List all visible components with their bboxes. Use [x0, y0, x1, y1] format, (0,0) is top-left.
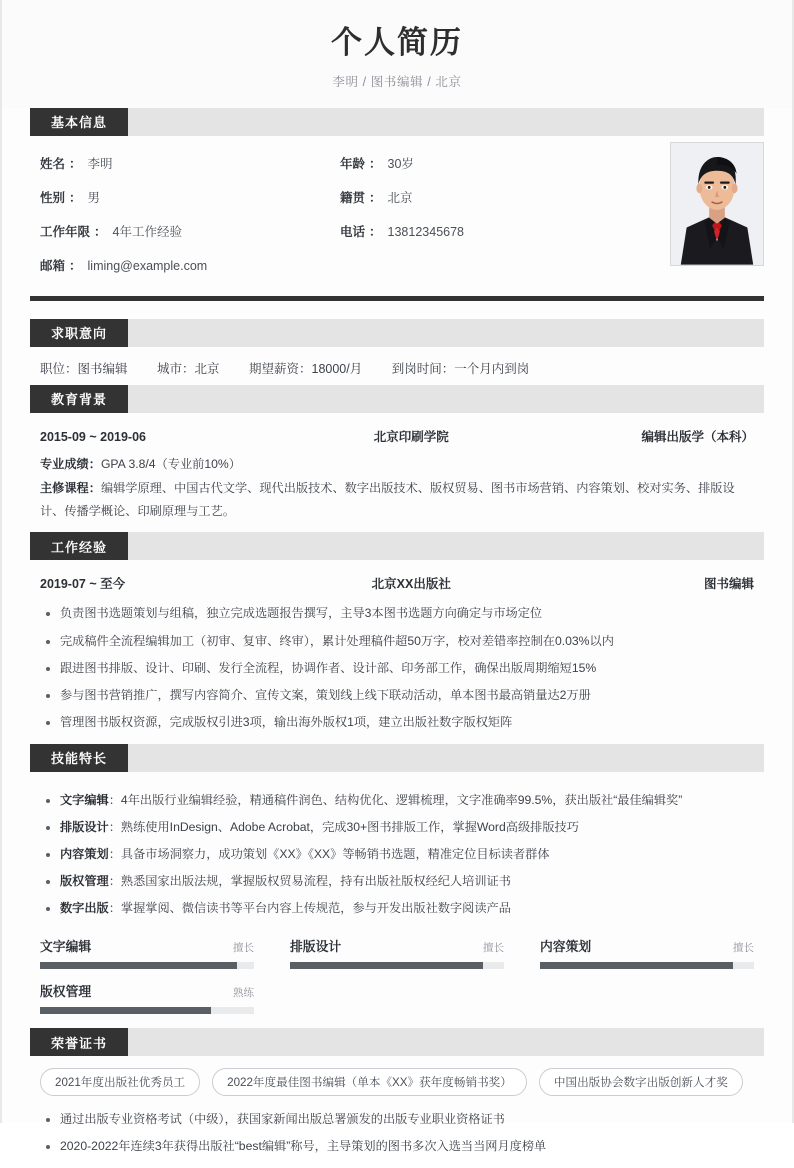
page-subtitle: 李明 / 图书编辑 / 北京	[332, 74, 462, 89]
status-badge: 2021年度出版社优秀员工	[40, 1068, 200, 1096]
skill-bar-fill	[290, 962, 483, 969]
skill-bar-level: 擅长	[233, 942, 254, 955]
field-hometown-value: 北京	[387, 190, 413, 205]
section-header-honors	[30, 1028, 764, 1056]
skill-bar-level: 擅长	[483, 942, 504, 955]
list-item	[40, 868, 754, 895]
skills-detail-list	[40, 787, 754, 922]
list-item: 2020-2022年连续3年获得出版社“best编辑”称号，主导策划的图书多次入选当当网月度榜单	[40, 1133, 754, 1160]
education-entry-head	[40, 427, 754, 445]
skill-bar-header	[40, 936, 254, 955]
education-courses-value: 编辑学原理、中国古代文学、现代出版技术、数字出版技术、版权贸易、图书市场营销、内容策划、校对实务、排版设计、传播学概论、印刷原理与工艺。	[40, 481, 735, 518]
colon: ：	[69, 190, 82, 205]
section-header-work	[30, 532, 764, 560]
skill-detail-name: 文字编辑	[60, 792, 109, 807]
skill-bar-fill	[540, 962, 733, 969]
field-name	[40, 154, 340, 172]
job-intent-block	[30, 347, 764, 385]
skill-bar-item	[40, 936, 254, 969]
resume-header	[2, 0, 792, 108]
colon: ：	[369, 190, 382, 205]
list-item: 参与图书营销推广，撰写内容简介、宣传文案，策划线上线下联动活动，单本图书最高销量达2万册	[40, 682, 754, 709]
colon: ：	[69, 156, 82, 171]
field-age-label: 年龄	[340, 156, 366, 171]
skill-detail-name: 数字出版	[60, 901, 109, 916]
field-age	[340, 154, 650, 172]
section-tab-intent-label: 求职意向	[30, 319, 128, 347]
field-name-label: 姓名	[40, 156, 66, 171]
job-intent-salary: 期望薪资：18000/月	[249, 361, 363, 376]
list-item: 管理图书版权资源，完成版权引进3项，输出海外版权1项，建立出版社数字版权矩阵	[40, 709, 754, 736]
section-tab-skills-label: 技能特长	[30, 744, 128, 772]
field-phone	[340, 222, 650, 240]
field-experience	[40, 222, 340, 240]
colon: ：	[369, 224, 382, 239]
field-gender-label: 性别	[40, 190, 66, 205]
list-item	[40, 895, 754, 922]
skill-detail-name: 内容策划	[60, 846, 109, 861]
skill-detail-desc: ：4年出版行业编辑经验，精通稿件润色、结构优化、逻辑梳理，文字准确率99.5%，获出版社“最佳编辑奖”	[108, 792, 683, 807]
education-school: 北京印刷学院	[373, 429, 449, 444]
avatar	[670, 142, 764, 266]
education-gpa-value: GPA 3.8/4（专业前10%）	[100, 456, 241, 471]
field-gender	[40, 188, 340, 206]
skill-bar-track	[290, 962, 504, 969]
section-tab-basic-label: 基本信息	[30, 108, 128, 136]
skill-bar-item	[540, 936, 754, 969]
job-intent-position: 职位：图书编辑	[40, 361, 128, 376]
skill-bar-name: 内容策划	[540, 939, 592, 955]
honors-list	[40, 1106, 754, 1160]
skill-bar-header	[40, 981, 254, 1000]
skill-bar-track	[40, 962, 254, 969]
field-email	[40, 256, 650, 274]
field-email-label: 邮箱	[40, 258, 66, 273]
skill-bar-fill	[40, 962, 237, 969]
section-tab-honors-label: 荣誉证书	[30, 1028, 128, 1056]
skill-bar-item	[290, 936, 504, 969]
field-phone-label: 电话	[340, 224, 366, 239]
field-hometown-label: 籍贯	[340, 190, 366, 205]
work-company: 北京XX出版社	[371, 577, 451, 592]
work-entry-head	[40, 574, 754, 592]
list-item: 完成稿件全流程编辑加工（初审、复审、终审），累计处理稿件超50万字，校对差错率控制在0.03%以内	[40, 628, 754, 655]
skill-detail-desc: ：熟悉国家出版法规，掌握版权贸易流程，持有出版社版权经纪人培训证书	[108, 874, 511, 889]
list-item	[40, 814, 754, 841]
colon: ：	[69, 258, 82, 273]
field-age-value: 30岁	[387, 156, 414, 171]
field-hometown	[340, 188, 650, 206]
skill-bar-level: 熟练	[233, 987, 254, 1000]
job-intent-row	[40, 359, 754, 377]
job-intent-city: 城市：北京	[157, 361, 220, 376]
list-item: 通过出版专业资格考试（中级），获国家新闻出版总署颁发的出版专业职业资格证书	[40, 1106, 754, 1133]
field-gender-value: 男	[87, 190, 101, 205]
skill-bars-grid	[30, 936, 764, 1014]
colon: ：	[94, 224, 107, 239]
skill-bar-header	[540, 936, 754, 955]
basic-info-block	[30, 136, 764, 288]
education-gpa-label: 专业成绩	[40, 456, 89, 471]
page-title: 个人简历	[331, 25, 463, 60]
skill-bar-name: 排版设计	[290, 939, 342, 955]
list-item: 负责图书选题策划与组稿，独立完成选题报告撰写，主导3本图书选题方向确定与市场定位	[40, 600, 754, 627]
skills-detail-block	[30, 772, 764, 926]
work-duty-list	[40, 600, 754, 735]
skill-bar-track	[540, 962, 754, 969]
basic-info-grid	[40, 154, 650, 274]
work-role: 图书编辑	[703, 577, 754, 592]
education-courses-line: 主修课程：编辑学原理、中国古代文学、现代出版技术、数字出版技术、版权贸易、图书市场营销、内容策划、校对实务、排版设计、传播学概论、印刷原理与工艺。	[40, 481, 735, 518]
field-experience-value: 4年工作经验	[112, 224, 182, 239]
education-gpa-line: 专业成绩：GPA 3.8/4（专业前10%）	[40, 456, 241, 471]
education-courses-label: 主修课程	[40, 481, 89, 496]
field-phone-value: 13812345678	[387, 224, 465, 239]
skill-detail-desc: ：掌握掌阅、微信读书等平台内容上传规范，参与开发出版社数字阅读产品	[108, 901, 511, 916]
work-block	[30, 560, 764, 743]
honor-tags	[30, 1056, 764, 1102]
skill-bar-name: 文字编辑	[40, 939, 92, 955]
education-major: 编辑出版学（本科）	[641, 429, 754, 444]
list-item	[40, 841, 754, 868]
section-divider	[30, 296, 764, 301]
colon: ：	[369, 156, 382, 171]
field-name-value: 李明	[87, 156, 113, 171]
education-block	[30, 413, 764, 533]
field-experience-label: 工作年限	[40, 224, 91, 239]
skill-bar-track	[40, 1007, 254, 1014]
field-email-value: liming@example.com	[87, 258, 208, 273]
section-header-intent	[30, 319, 764, 347]
work-period: 2019-07 ~ 至今	[40, 577, 126, 592]
list-item	[40, 787, 754, 814]
section-header-education	[30, 385, 764, 413]
education-period: 2015-09 ~ 2019-06	[40, 429, 146, 444]
skill-bar-name: 版权管理	[40, 984, 92, 1000]
section-header-basic	[30, 108, 764, 136]
status-badge: 中国出版协会数字出版创新人才奖	[539, 1068, 743, 1096]
skill-bar-level: 擅长	[733, 942, 754, 955]
skill-bar-item	[40, 981, 254, 1014]
list-item: 跟进图书排版、设计、印刷、发行全流程，协调作者、设计部、印务部工作，确保出版周期缩短15%	[40, 655, 754, 682]
skill-detail-desc: ：熟练使用InDesign、Adobe Acrobat，完成30+图书排版工作，掌握Word高级排版技巧	[108, 819, 579, 834]
skill-detail-name: 排版设计	[60, 819, 109, 834]
portrait-photo-icon	[671, 143, 763, 265]
section-tab-work-label: 工作经验	[30, 532, 128, 560]
skill-bar-fill	[40, 1007, 211, 1014]
skill-detail-name: 版权管理	[60, 874, 109, 889]
section-tab-education-label: 教育背景	[30, 385, 128, 413]
skill-detail-desc: ：具备市场洞察力，成功策划《XX》《XX》等畅销书选题，精准定位目标读者群体	[108, 846, 550, 861]
job-intent-availability: 到岗时间：一个月内到岗	[391, 361, 530, 376]
status-badge: 2022年度最佳图书编辑（单本《XX》获年度畅销书奖）	[212, 1068, 527, 1096]
section-header-skills	[30, 744, 764, 772]
honors-list-block	[30, 1102, 764, 1168]
skill-bar-header	[290, 936, 504, 955]
